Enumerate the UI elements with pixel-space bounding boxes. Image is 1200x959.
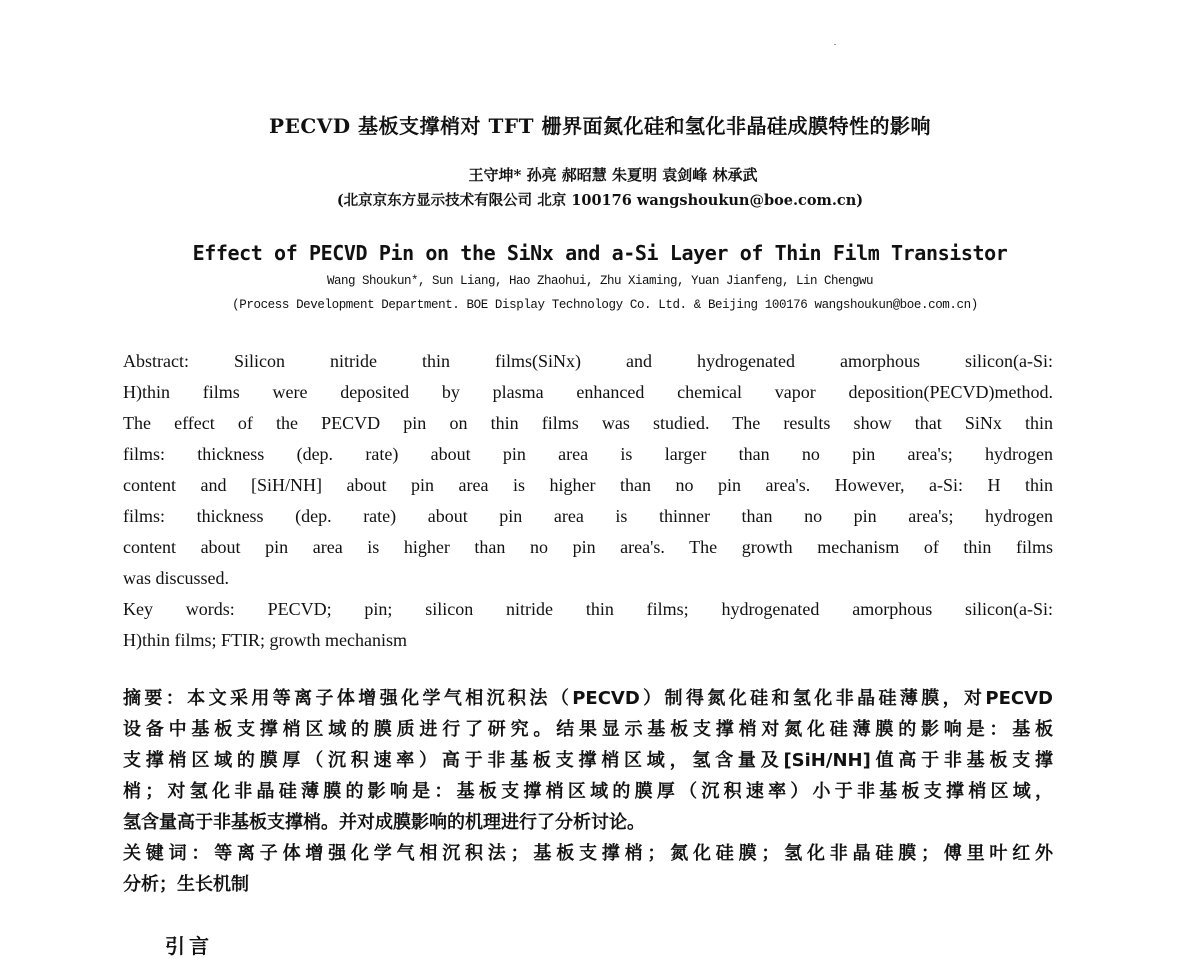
english-abstract	[123, 346, 1053, 594]
english-keywords-line: Key words: PECVD; pin; silicon nitride thin films; hydrogenated amorphous silicon(a-Si:	[123, 599, 1053, 619]
chinese-keywords	[123, 838, 1053, 900]
english-keywords-line: H)thin films; FTIR; growth mechanism	[123, 630, 407, 650]
chinese-abstract-line: 设备中基板支撑梢区域的膜质进行了研究。结果显示基板支撑梢对氮化硅薄膜的影响是：基板	[123, 719, 1053, 740]
chinese-authors: 王守坤* 孙亮 郝昭慧 朱夏明 袁剑峰 林承武	[468, 166, 758, 184]
english-abstract-line: The effect of the PECVD pin on thin films was studied. The results show that SiNx thin	[123, 413, 1053, 433]
english-abstract-line: films: thickness (dep. rate) about pin area is larger than no pin area's; hydrogen	[123, 444, 1053, 464]
chinese-abstract-line: 支撑梢区域的膜厚（沉积速率）高于非基板支撑梢区域，氢含量及[SiH/NH]值高于非基板支撑	[123, 750, 1053, 771]
english-abstract-line: H)thin films were deposited by plasma enhanced chemical vapor deposition(PECVD)method.	[123, 382, 1053, 402]
english-authors: Wang Shoukun*, Sun Liang, Hao Zhaohui, Zhu Xiaming, Yuan Jianfeng, Lin Chengwu	[326, 274, 874, 288]
english-abstract-line: content and [SiH/NH] about pin area is higher than no pin area's. However, a-Si: H thin	[123, 475, 1053, 495]
chinese-abstract	[123, 683, 1053, 838]
english-abstract-line: films: thickness (dep. rate) about pin area is thinner than no pin area's; hydrogen	[123, 506, 1053, 526]
chinese-abstract-line: 摘要：本文采用等离子体增强化学气相沉积法（PECVD）制得氮化硅和氢化非晶硅薄膜，对PECVD	[123, 688, 1053, 709]
english-title: Effect of PECVD Pin on the SiNx and a-Si Layer of Thin Film Transistor	[192, 241, 1008, 265]
english-abstract-line: content about pin area is higher than no pin area's. The growth mechanism of thin films	[123, 537, 1053, 557]
english-affiliation: (Process Development Department. BOE Display Technology Co. Ltd. & Beijing 100176 wangshoukun@boe.com.cn)	[232, 298, 978, 312]
scan-speck	[834, 44, 836, 45]
chinese-abstract-line: 氢含量高于非基板支撑梢。并对成膜影响的机理进行了分析讨论。	[123, 812, 645, 833]
chinese-affiliation: (北京京东方显示技术有限公司 北京 100176 wangshoukun@boe.com.cn)	[336, 192, 864, 209]
chinese-title: PECVD 基板支撑梢对 TFT 栅界面氮化硅和氢化非晶硅成膜特性的影响	[269, 114, 931, 138]
chinese-abstract-line: 梢；对氢化非晶硅薄膜的影响是：基板支撑梢区域的膜厚（沉积速率）小于非基板支撑梢区域，	[123, 781, 1053, 802]
chinese-keywords-line: 关键词：等离子体增强化学气相沉积法；基板支撑梢；氮化硅膜；氢化非晶硅膜；傅里叶红外	[123, 843, 1053, 864]
english-abstract-line: Abstract: Silicon nitride thin films(SiNx) and hydrogenated amorphous silicon(a-Si:	[123, 351, 1053, 371]
english-abstract-line: was discussed.	[123, 568, 229, 588]
introduction-heading: 引言	[165, 934, 213, 958]
chinese-keywords-line: 分析；生长机制	[123, 874, 249, 895]
english-keywords	[123, 594, 1053, 656]
